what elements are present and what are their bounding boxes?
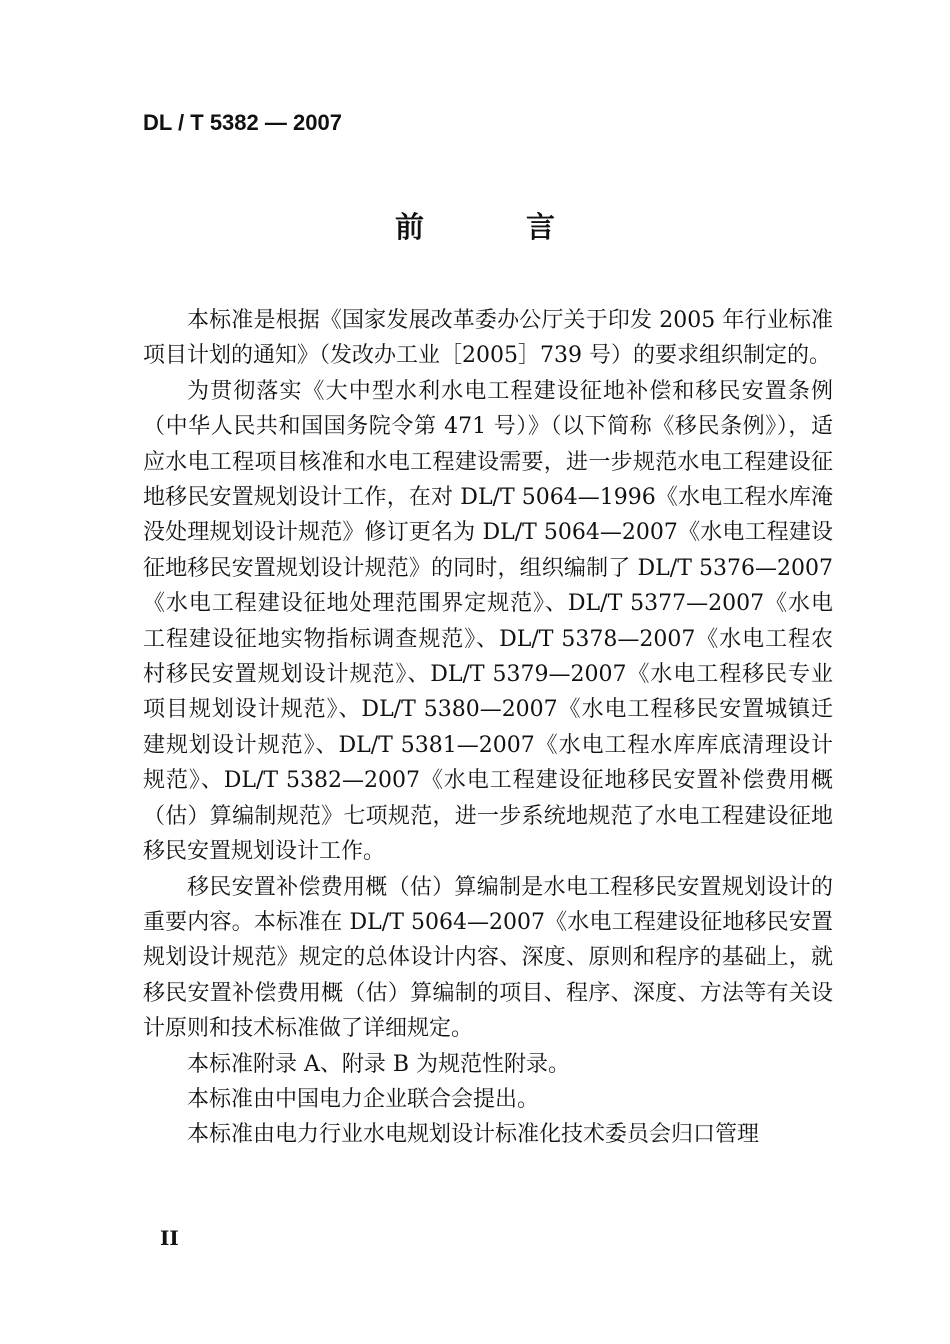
paragraph-basis: 本标准是根据《国家发展改革委办公厅关于印发 2005 年行业标准项目计划的通知》（发改办工业［2005］739 号）的要求组织制定的。 (143, 308, 833, 369)
paragraph-scope: 移民安置补偿费用概（估）算编制是水电工程移民安置规划设计的重要内容。本标准在 DL/T 5064—2007《水电工程建设征地移民安置规划设计规范》规定的总体设计内容、深度、原则和程序的基础上，就移民安置补偿费用概（估）算编制的项目、程序、深度、方法等有关设计原则和技术标准做了详细规定。 (143, 874, 833, 1042)
paragraph-background: 为贯彻落实《大中型水利水电工程建设征地补偿和移民安置条例（中华人民共和国国务院令第 471 号）》（以下简称《移民条例》），适应水电工程项目核准和水电工程建设需要，进一步规范水电工程建设征地移民安置规划设计工作，在对 DL/T 5064—1996《水电工程水库淹没处理规划设计规范》修订更名为 DL/T 5064—2007《水电工程建设征地移民安置规划设计规范》的同时，组织编制了 DL/T 5376—2007《水电工程建设征地处理范围界定规范》、DL/T 5377—2007《水电工程建设征地实物指标调查规范》、DL/T 5378—2007《水电工程农村移民安置规划设计规范》、DL/T 5379—2007《水电工程移民专业项目规划设计规范》、DL/T 5380—2007《水电工程移民安置城镇迁建规划设计规范》、DL/T 5381—2007《水电工程水库库底清理设计规范》、DL/T 5382—2007《水电工程建设征地移民安置补偿费用概（估）算编制规范》七项规范，进一步系统地规范了水电工程建设征地移民安置规划设计工作。 (143, 378, 833, 865)
page-title: 前 言 (394, 210, 602, 244)
paragraph-management: 本标准由电力行业水电规划设计标准化技术委员会归口管理 (187, 1122, 760, 1148)
paragraph-proposer: 本标准由中国电力企业联合会提出。 (187, 1086, 540, 1112)
body-text (143, 303, 833, 1153)
standard-code: DL / T 5382 — 2007 (143, 110, 342, 135)
paragraph-appendix: 本标准附录 A、附录 B 为规范性附录。 (187, 1051, 571, 1077)
page-number: II (160, 1226, 179, 1250)
